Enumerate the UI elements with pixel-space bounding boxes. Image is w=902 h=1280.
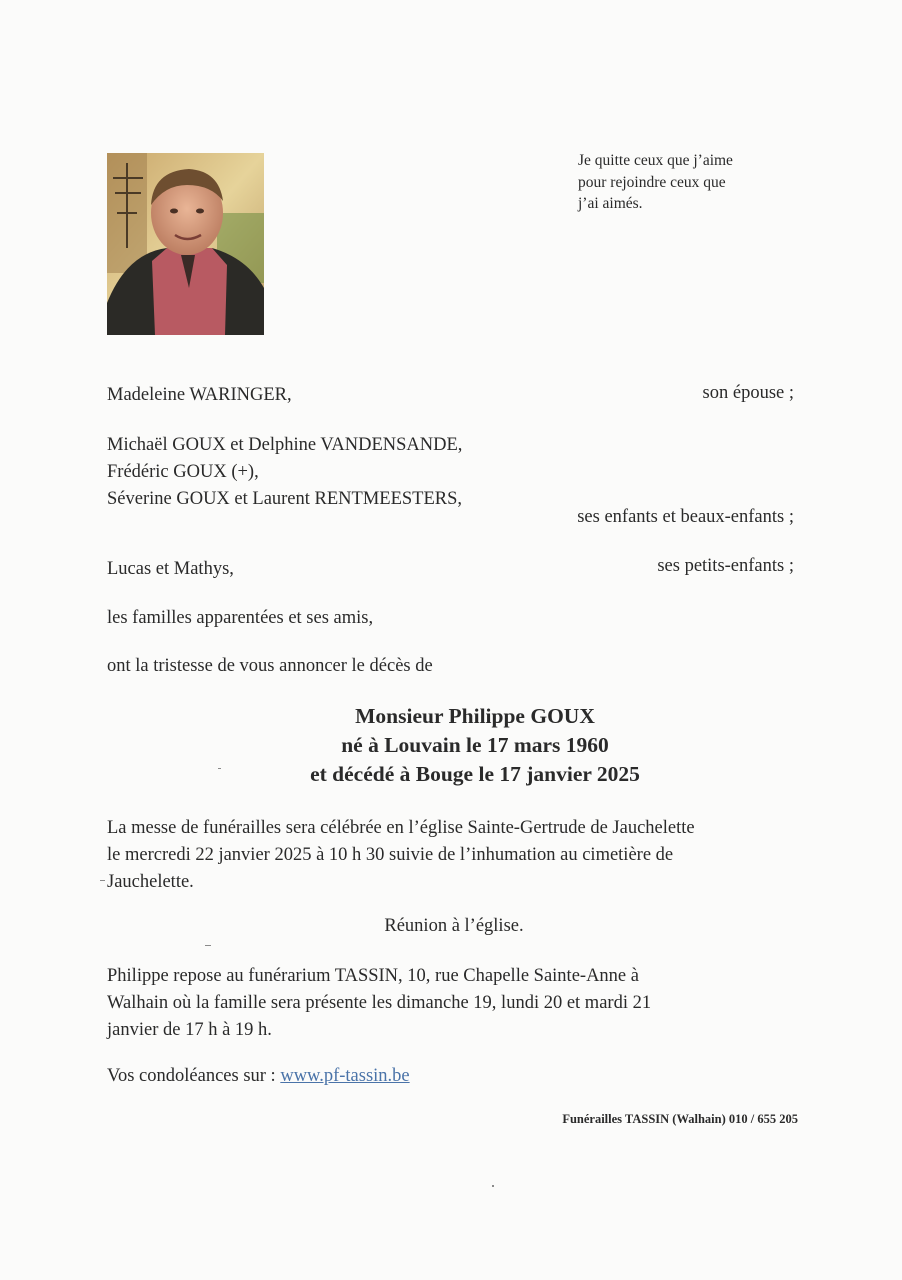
funeral-mass-paragraph xyxy=(107,815,807,896)
children-role: ses enfants et beaux-enfants ; xyxy=(577,507,794,527)
spouse-role: son épouse ; xyxy=(702,383,794,403)
deceased-name: Monsieur Philippe GOUX xyxy=(355,704,595,728)
child-line: Séverine GOUX et Laurent RENTMEESTERS, xyxy=(107,489,463,509)
child-line: Frédéric GOUX (+), xyxy=(107,462,259,482)
repose-line: Philippe repose au funérarium TASSIN, 10, rue Chapelle Sainte-Anne à xyxy=(107,966,639,986)
mass-line: La messe de funérailles sera célébrée en l’église Sainte-Gertrude de Jauchelette xyxy=(107,818,695,838)
relatives-line: les familles apparentées et ses amis, xyxy=(107,608,374,628)
scan-speck xyxy=(100,880,105,881)
meeting-line: Réunion à l’église. xyxy=(384,916,524,936)
spouse-name: Madeleine WARINGER, xyxy=(107,385,292,405)
children-list xyxy=(107,432,807,513)
repose-paragraph xyxy=(107,963,807,1044)
portrait-photo xyxy=(107,153,264,335)
epigraph-line: j’ai aimés. xyxy=(578,195,643,212)
epigraph-line: Je quitte ceux que j’aime xyxy=(578,152,733,169)
funeral-home-footer: Funérailles TASSIN (Walhain) 010 / 655 205 xyxy=(562,1112,798,1126)
epigraph xyxy=(578,150,808,215)
repose-line: janvier de 17 h à 19 h. xyxy=(107,1020,272,1040)
scan-speck xyxy=(218,768,221,769)
grandchildren-names: Lucas et Mathys, xyxy=(107,559,234,579)
scan-speck xyxy=(205,945,211,946)
mass-line: Jauchelette. xyxy=(107,872,194,892)
announcement-intro: ont la tristesse de vous annoncer le décès de xyxy=(107,656,433,676)
child-line: Michaël GOUX et Delphine VANDENSANDE, xyxy=(107,435,463,455)
deceased-block xyxy=(0,702,902,789)
condolences-link[interactable]: www.pf-tassin.be xyxy=(280,1066,410,1086)
mass-line: le mercredi 22 janvier 2025 à 10 h 30 suivie de l’inhumation au cimetière de xyxy=(107,845,674,865)
condolences-line xyxy=(107,1066,410,1087)
scan-speck xyxy=(492,1185,494,1187)
deceased-death: et décédé à Bouge le 17 janvier 2025 xyxy=(310,762,640,786)
condolences-label: Vos condoléances sur : xyxy=(107,1066,276,1086)
repose-line: Walhain où la famille sera présente les dimanche 19, lundi 20 et mardi 21 xyxy=(107,993,652,1013)
grandchildren-role: ses petits-enfants ; xyxy=(657,556,794,576)
epigraph-line: pour rejoindre ceux que xyxy=(578,173,726,191)
deceased-birth: né à Louvain le 17 mars 1960 xyxy=(341,733,609,757)
